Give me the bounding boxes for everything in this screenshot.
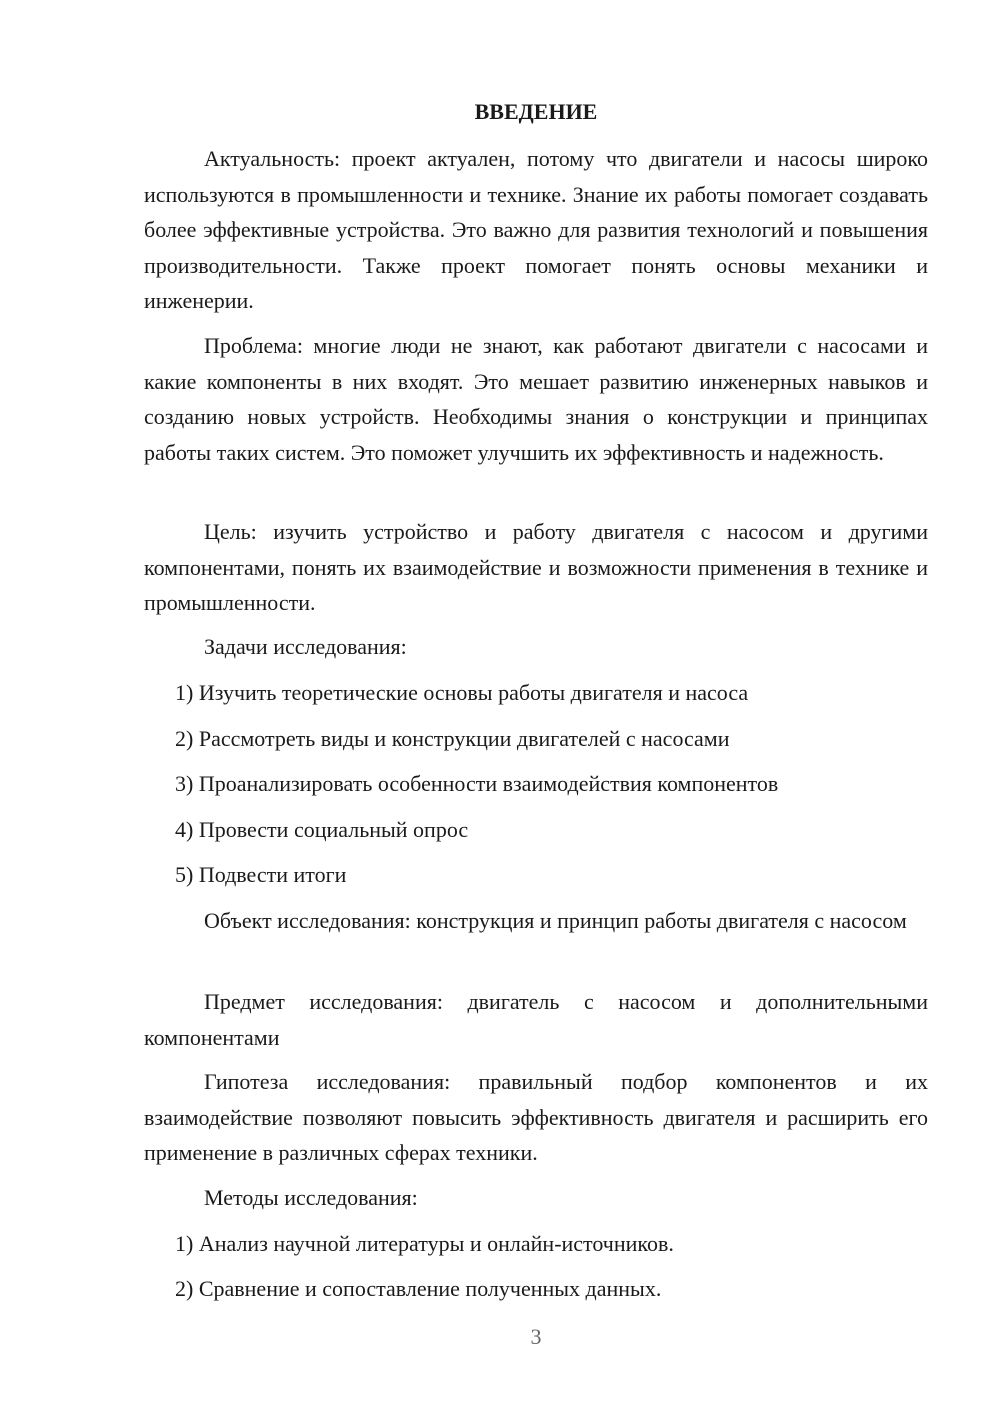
method-item bbox=[175, 1271, 928, 1307]
task-item bbox=[175, 721, 928, 757]
method-text: Анализ научной литературы и онлайн-источников. bbox=[198, 1231, 674, 1256]
task-item bbox=[175, 812, 928, 848]
page-title: ВВЕДЕНИЕ bbox=[474, 99, 598, 124]
task-text: Подвести итоги bbox=[198, 862, 347, 887]
task-number: 4) bbox=[175, 817, 194, 842]
page-number: 3 bbox=[530, 1324, 542, 1349]
method-number: 2) bbox=[175, 1276, 194, 1301]
problem-paragraph: Проблема: многие люди не знают, как работают двигатели с насосами и какие компоненты в них входят. Это мешает развитию инженерных навыков и созданию новых устройств. Необходимы знания о конструкции и принципах работы таких систем. Это поможет улучшить их эффективность и надежность. bbox=[144, 333, 928, 465]
object-paragraph: Объект исследования: конструкция и принцип работы двигателя с насосом bbox=[204, 908, 907, 933]
method-number: 1) bbox=[175, 1231, 194, 1256]
task-number: 3) bbox=[175, 771, 194, 796]
goal-paragraph: Цель: изучить устройство и работу двигателя с насосом и другими компонентами, понять их взаимодействие и возможности применения в технике и промышленности. bbox=[144, 519, 928, 615]
task-item bbox=[175, 675, 928, 711]
task-text: Провести социальный опрос bbox=[198, 817, 469, 842]
method-text: Сравнение и сопоставление полученных данных. bbox=[198, 1276, 662, 1301]
task-number: 5) bbox=[175, 862, 194, 887]
methods-heading: Методы исследования: bbox=[204, 1185, 418, 1210]
task-text: Проанализировать особенности взаимодействия компонентов bbox=[198, 771, 779, 796]
hypothesis-paragraph: Гипотеза исследования: правильный подбор компонентов и их взаимодействие позволяют повысить эффективность двигателя и расширить его применение в различных сферах техники. bbox=[144, 1069, 928, 1165]
subject-paragraph: Предмет исследования: двигатель с насосом и дополнительными компонентами bbox=[144, 989, 928, 1050]
tasks-heading: Задачи исследования: bbox=[204, 634, 407, 659]
task-item bbox=[175, 857, 928, 893]
task-number: 1) bbox=[175, 680, 194, 705]
task-text: Рассмотреть виды и конструкции двигателей с насосами bbox=[198, 726, 730, 751]
task-item bbox=[175, 766, 928, 802]
method-item bbox=[175, 1226, 928, 1262]
task-text: Изучить теоретические основы работы двигателя и насоса bbox=[198, 680, 749, 705]
relevance-paragraph: Актуальность: проект актуален, потому что двигатели и насосы широко используются в промышленности и технике. Знание их работы помогает создавать более эффективные устройства. Это важно для развития технологий и повышения производительности. Также проект помогает понять основы механики и инженерии. bbox=[144, 146, 928, 313]
task-number: 2) bbox=[175, 726, 194, 751]
